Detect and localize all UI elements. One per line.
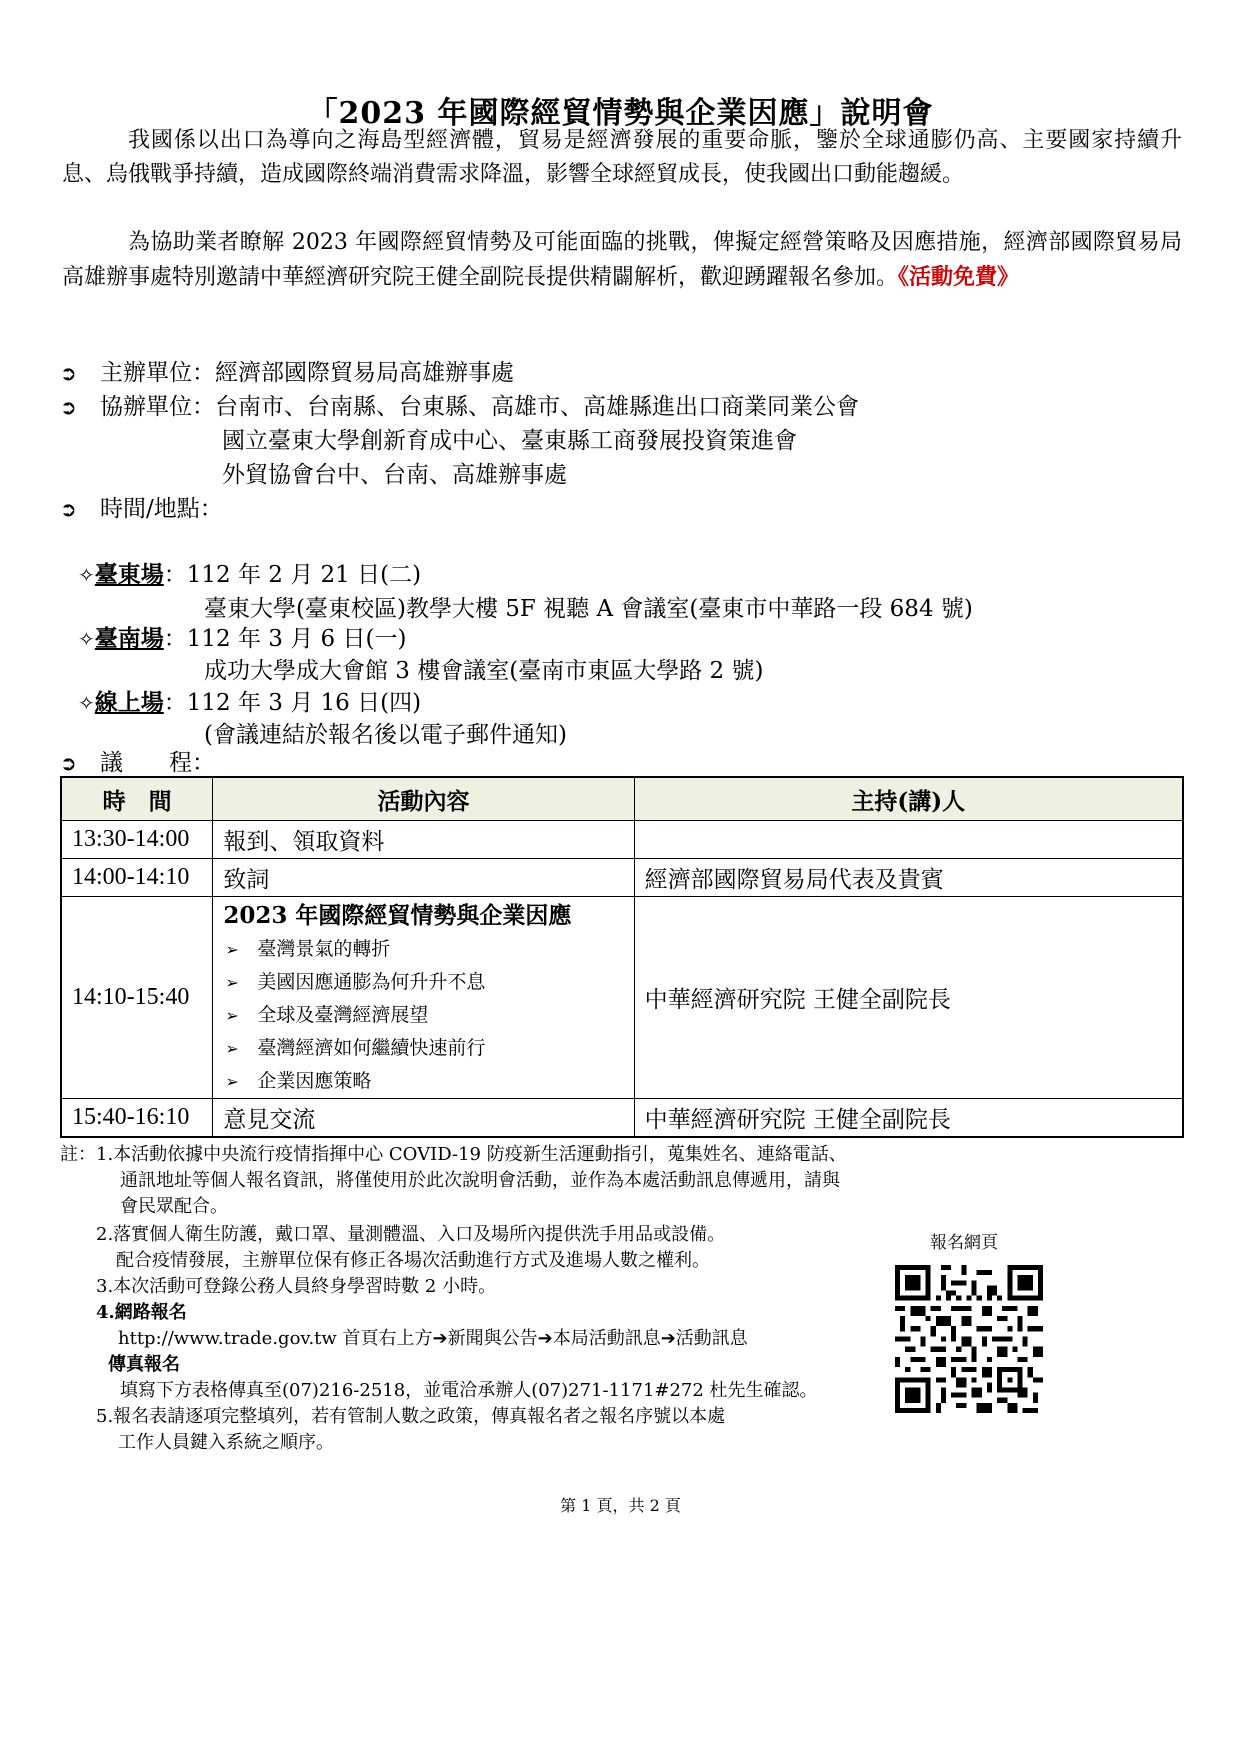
venue-date: ：112 年 3 月 16 日(四) xyxy=(163,690,422,716)
intro-paragraph-1: 我國係以出口為導向之海島型經濟體，貿易是經濟發展的重要命脈，鑒於全球通膨仍高、主要國家持續升息、烏俄戰爭持續，造成國際終端消費需求降溫，影響全球經貿成長，使我國出口動能趨緩。 xyxy=(62,128,1182,187)
organizer-value: 經濟部國際貿易局高雄辦事處 xyxy=(215,360,514,386)
venue-online xyxy=(78,686,421,720)
list-item xyxy=(223,966,623,999)
fax-registration-text: 填寫下方表格傳真至(07)216-2518，並電洽承辦人(07)271-1171#272 杜先生確認。 xyxy=(120,1380,818,1401)
note-1-line-2: 通訊地址等個人報名資訊，將僅使用於此次說明會活動，並作為本處活動訊息傳遞用，請與 xyxy=(120,1170,840,1191)
intro-section-2 xyxy=(62,226,1182,295)
agenda-table xyxy=(60,776,1184,1138)
list-item xyxy=(223,1065,623,1098)
cell-content: 意見交流 xyxy=(213,1099,634,1137)
cell-time: 14:00-14:10 xyxy=(61,859,213,897)
venue-place: 成功大學成大會館 3 樓會議室(臺南市東區大學路 2 號) xyxy=(204,658,764,684)
star-bullet-icon: ✧ xyxy=(78,691,95,715)
cell-content: 致詞 xyxy=(213,859,634,897)
venue-name: 線上場 xyxy=(94,689,164,716)
cell-host xyxy=(634,821,1183,859)
header-content: 活動內容 xyxy=(213,777,634,821)
free-badge: 《活動免費》 xyxy=(898,264,1020,290)
triangle-bullet-icon: ➢ xyxy=(225,940,239,959)
qr-label: 報名網頁 xyxy=(930,1233,998,1253)
table-row xyxy=(61,821,1183,859)
registration-qr-code[interactable] xyxy=(895,1265,1043,1413)
venue-tainan xyxy=(78,622,406,656)
fax-registration-title: 傳真報名 xyxy=(108,1354,180,1375)
table-row xyxy=(61,859,1183,897)
arrow-bullet-icon: ➲ xyxy=(60,751,77,775)
intro-section xyxy=(62,124,1182,192)
venue-date: ：112 年 2 月 21 日(二) xyxy=(163,562,422,588)
list-item-label: 全球及臺灣經濟展望 xyxy=(257,1004,429,1026)
note-1-line-1: 註：1.本活動依據中央流行疫情指揮中心 COVID-19 防疫新生活運動指引，蒐集姓名、連絡電話、 xyxy=(60,1144,847,1165)
page-footer: 第 1 頁，共 2 頁 xyxy=(560,1496,681,1515)
header-time: 時 間 xyxy=(61,777,213,821)
table-header-row xyxy=(61,777,1183,821)
organizer-label: 主辦單位： xyxy=(100,360,215,386)
note-3: 3.本次活動可登錄公務人員終身學習時數 2 小時。 xyxy=(96,1276,497,1297)
cell-time: 15:40-16:10 xyxy=(61,1099,213,1137)
co-organizer-label: 協辦單位： xyxy=(100,394,215,420)
venue-place: 臺東大學(臺東校區)教學大樓 5F 視聽 A 會議室(臺東市中華路一段 684 號) xyxy=(204,596,973,622)
co-organizer-row xyxy=(60,390,859,424)
list-item-label: 美國因應通膨為何升升不息 xyxy=(257,971,486,993)
intro-paragraph-2-text: 為協助業者瞭解 2023 年國際經貿情勢及可能面臨的挑戰，俾擬定經營策略及因應措施，經濟部國際貿易局高雄辦事處特別邀請中華經濟研究院王健全副院長提供精闢解析，歡迎踴躍報名參加。 xyxy=(62,230,1182,290)
session-title: 2023 年國際經貿情勢與企業因應 xyxy=(223,902,572,929)
venue-name: 臺東場 xyxy=(94,561,164,588)
table-row xyxy=(61,897,1183,1099)
list-item-label: 臺灣經濟如何繼續快速前行 xyxy=(257,1037,486,1059)
triangle-bullet-icon: ➢ xyxy=(225,1006,239,1025)
agenda-label-row xyxy=(60,746,215,780)
organizer-row xyxy=(60,356,514,390)
note-1-line-3: 會民眾配合。 xyxy=(120,1196,228,1217)
venue-taitung xyxy=(78,558,421,592)
note-5-line-2: 工作人員鍵入系統之順序。 xyxy=(118,1432,334,1453)
note-2-line-1: 2.落實個人衛生防護，戴口罩、量測體溫、入口及場所內提供洗手用品或設備。 xyxy=(96,1224,726,1245)
triangle-bullet-icon: ➢ xyxy=(225,973,239,992)
header-host: 主持(講)人 xyxy=(634,777,1183,821)
arrow-bullet-icon: ➲ xyxy=(60,361,77,385)
list-item xyxy=(223,999,623,1032)
star-bullet-icon: ✧ xyxy=(78,563,95,587)
table-row xyxy=(61,1099,1183,1137)
arrow-bullet-icon: ➲ xyxy=(60,395,77,419)
cell-content: 報到、領取資料 xyxy=(213,821,634,859)
list-item-label: 臺灣景氣的轉折 xyxy=(257,938,391,960)
co-organizer-line-1: 台南市、台南縣、台東縣、高雄市、高雄縣進出口商業同業公會 xyxy=(215,394,859,420)
co-organizer-line-3: 外貿協會台中、台南、高雄辦事處 xyxy=(222,462,567,488)
cell-time: 13:30-14:00 xyxy=(61,821,213,859)
co-organizer-line-2: 國立臺東大學創新育成中心、臺東縣工商發展投資策進會 xyxy=(222,428,797,454)
cell-time: 14:10-15:40 xyxy=(61,897,213,1099)
time-place-label: 時間/地點： xyxy=(100,496,223,522)
intro-paragraph-2 xyxy=(62,226,1182,295)
arrow-bullet-icon: ➲ xyxy=(60,497,77,521)
cell-host: 經濟部國際貿易局代表及貴賓 xyxy=(634,859,1183,897)
triangle-bullet-icon: ➢ xyxy=(225,1039,239,1058)
venue-place: (會議連結於報名後以電子郵件通知) xyxy=(204,722,567,748)
star-bullet-icon: ✧ xyxy=(78,627,95,651)
agenda-label: 議 程： xyxy=(100,750,215,776)
cell-host: 中華經濟研究院 王健全副院長 xyxy=(634,897,1183,1099)
venue-date: ：112 年 3 月 6 日(一) xyxy=(163,626,407,652)
page-title: 「2023 年國際經貿情勢與企業因應」說明會 xyxy=(307,96,934,131)
note-4-title: 4.網路報名 xyxy=(96,1302,187,1323)
triangle-bullet-icon: ➢ xyxy=(225,1072,239,1091)
online-registration-link[interactable]: http://www.trade.gov.tw 首頁右上方➔新聞與公告➔本局活動訊息➔活動訊息 xyxy=(118,1328,748,1349)
note-5-line-1: 5.報名表請逐項完整填列，若有管制人數之政策，傳真報名者之報名序號以本處 xyxy=(96,1406,726,1427)
cell-content xyxy=(213,897,634,1099)
time-place-row xyxy=(60,492,223,526)
venue-name: 臺南場 xyxy=(94,625,164,652)
list-item-label: 企業因應策略 xyxy=(257,1070,372,1092)
list-item xyxy=(223,933,623,966)
list-item xyxy=(223,1032,623,1065)
note-2-line-2: 配合疫情發展，主辦單位保有修正各場次活動進行方式及進場人數之權利。 xyxy=(116,1250,710,1271)
cell-host: 中華經濟研究院 王健全副院長 xyxy=(634,1099,1183,1137)
